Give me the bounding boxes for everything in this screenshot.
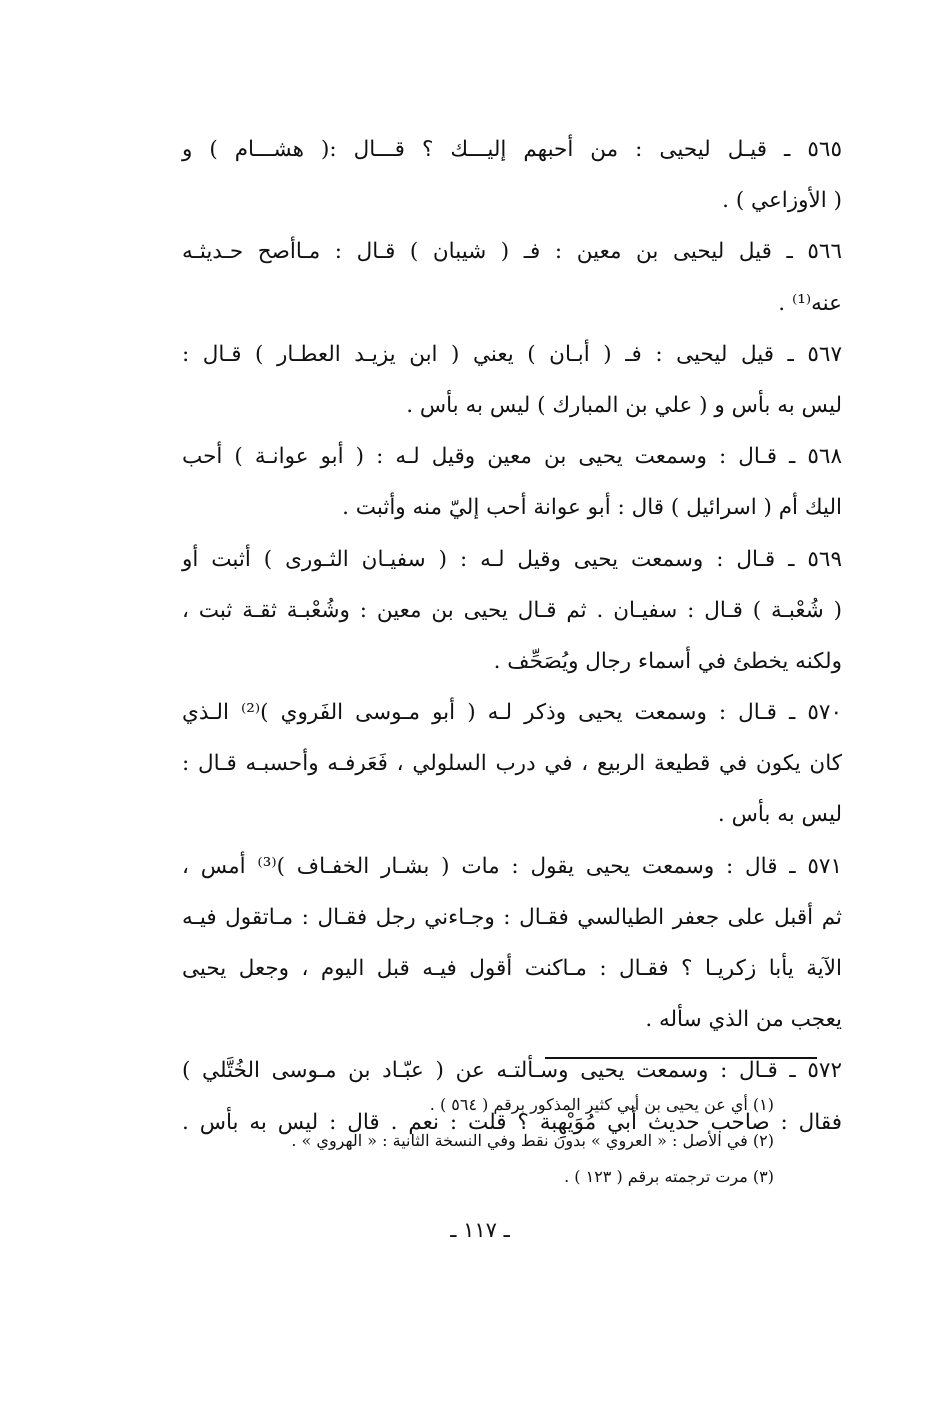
text-line: اليك أم ( اسرائيل ) قال : أبو عوانة أحب إليّ منه وأثبت . — [342, 495, 842, 521]
footnote: (١) أي عن يحيى بن أبي كثير المذكور برقم ( ٥٦٤ ) . — [429, 1095, 774, 1114]
text-line: كان يكون في قطيعة الربيع ، في درب السلولي ، فَعَرفـه وأحسبـه قـال : — [182, 751, 842, 777]
text-line: ولكنه يخطئ في أسماء رجال ويُصَحِّف . — [493, 648, 842, 674]
footnote: (٢) في الأصل : « العروي » بدون نقط وفي النسخة الثانية : « الهروي » . — [291, 1131, 774, 1150]
text-line: يعجب من الذي سأله . — [645, 1007, 842, 1033]
text-line: ٥٧٠ ـ قـال : وسمعت يحيى وذكر لـه ( أبو مـوسى الفَروي )⁽²⁾ الـذي — [182, 700, 842, 726]
text-line: ( شُعْبـة ) قـال : سفيـان . ثم قـال يحيى بن معين : وشُعْبـة ثقـة ثبت ، — [182, 597, 842, 623]
text-line: ٥٦٧ ـ قيل ليحيى : فـ ( أبـان ) يعني ( ابن يزيـد العطـار ) قـال : — [182, 341, 842, 367]
text-line: فقال : صاحب حديث أبي مُوَيْهِبة ؟ قلت : نعم . قال : ليس به بأس . — [182, 1109, 842, 1135]
footnote-separator — [545, 1057, 817, 1059]
main-text — [182, 124, 842, 1148]
footnote: (٣) مرت ترجمته برقم ( ١٢٣ ) . — [564, 1167, 774, 1186]
text-line: ٥٦٥ ـ قيـل ليحيى : من أحبهم إليـــك ؟ قـــال :( هشـــام ) و — [182, 137, 842, 162]
text-line: ليس به بأس . — [717, 802, 842, 828]
text-line: ثم أقبل على جعفر الطيالسي فقـال : وجـاءني رجل فقـال : مـاتقول فيـه — [182, 904, 842, 930]
footnotes — [180, 1087, 774, 1195]
text-line: ٥٧١ ـ قال : وسمعت يحيى يقول : مات ( بشـار الخفـاف )⁽³⁾ أمس ، — [182, 853, 842, 879]
text-line: ٥٦٨ ـ قـال : وسمعت يحيى بن معين وقيل لـه : ( أبو عوانـة ) أحب — [182, 444, 842, 470]
text-line: ٥٦٦ ـ قيل ليحيى بن معين : فـ ( شيبان ) قـال : مـاأصح حـديثـه — [182, 239, 842, 265]
text-line: عنه⁽¹⁾ . — [778, 290, 842, 316]
text-line: ٥٧٢ ـ قـال : وسمعت يحيى وسـألتـه عن ( عبّـاد بن مـوسى الخُتَّلي ) — [182, 1058, 842, 1084]
text-line: ٥٦٩ ـ قـال : وسمعت يحيى وقيل لـه : ( سفيـان الثـورى ) أثبت أو — [182, 546, 842, 572]
text-line: الآية يأبا زكريـا ؟ فقـال : مـاكنت أقول فيـه قبل اليوم ، وجعل يحيى — [182, 956, 842, 981]
page-number: ـ ١١٧ ـ — [450, 1218, 510, 1242]
text-line: ليس به بأس و ( علي بن المبارك ) ليس به بأس . — [406, 392, 842, 418]
text-line: ( الأوزاعي ) . — [722, 188, 842, 214]
